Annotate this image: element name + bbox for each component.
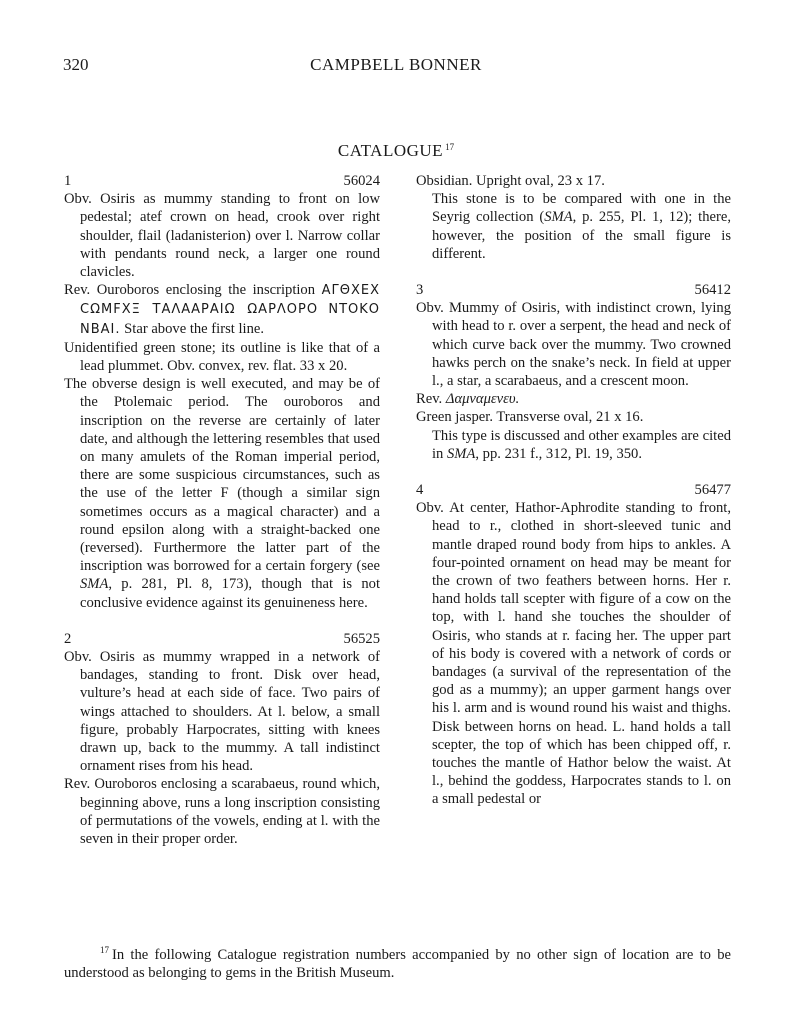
footnote-reference[interactable]: 17 <box>445 142 455 152</box>
entry-header <box>64 630 380 648</box>
entry-header <box>416 481 731 499</box>
entry-header <box>416 281 731 299</box>
greek-inscription: Δαμναμενευ. <box>445 391 520 408</box>
reverse-intro: Rev. <box>416 391 443 408</box>
obverse-description: Obv. At center, Hathor-Aphrodite standing to front, head to r., clothed in short-sleeved tunic and mantle draped round body from hips to ankles. A four-pointed ornament on head may be meant for the crown of two feathers between horns. Her r. hand holds tall scepter with figure of a cow on the top, with l. hand she touches the shoulder of Osiris, who stands at r. facing her. The upper part of his body is covered with a network of cords or bandages (a survival of the representation of the god as a mummy); an upper garment hangs over his l. arm and is wound round his waist and thighs. Disk between horns on head. L. hand holds a tall scepter, the top of which has been chipped off, r. touches the mantle of Hathor below the waist. At l., behind the goddess, Harpocrates stands to l. on a small pedestal or <box>416 500 731 808</box>
commentary-text-b: , pp. 231 f., 312, Pl. 19, 350. <box>475 445 642 462</box>
obverse-description: Obv. Osiris as mummy wrapped in a network of bandages, standing to front. Disk over head, vulture’s head at each side of face. Two pairs of wings attached to shoulders. At l. below, a small figure, probably Harpocrates, sitting with knees drawn up, back to the mummy. A tall indistinct ornament rises from his head. <box>64 649 380 775</box>
inscription-line-1: ΑΓΘΧΕΧ CΩΜFXΞ ΤΑΛΑΑΡΑΙΩ ΩΑΡΛΟΡΟ <box>80 283 380 318</box>
material-description: Unidentified green stone; its outline is like that of a lead plummet. Obv. convex, rev. flat. 33 x 20. <box>64 339 380 375</box>
footnote <box>64 941 731 982</box>
entry-number: 1 <box>64 173 72 189</box>
obverse-description: Obv. Mummy of Osiris, with indistinct crown, lying with head to r. over a serpent, the head and neck of which curve back over the mummy. Two crowned hawks perch on the snake’s neck. In field at upper l., a star, a scarabaeus, and a crescent moon. <box>416 300 731 390</box>
commentary-text-b: , p. 281, Pl. 8, 173), though that is not conclusive evidence against its genuineness here. <box>80 576 380 611</box>
registration-number: 56412 <box>694 282 731 299</box>
obverse-description: Obv. Osiris as mummy standing to front on low pedestal; atef crown on head, crook over right shoulder, flail (ladanisterion) over l. Narrow collar with pendants round neck, a larger one round clavicles. <box>64 191 380 280</box>
sma-citation: SMA <box>80 576 109 593</box>
right-column <box>416 172 731 827</box>
section-title-text: CATALOGUE <box>337 141 444 160</box>
sma-citation: SMA <box>544 209 573 226</box>
reverse-intro: Rev. Ouroboros enclosing the inscription <box>64 282 316 299</box>
commentary <box>64 375 380 612</box>
commentary-text-a: This stone is to be compared with one in the Seyrig collection ( <box>432 191 731 226</box>
catalogue-entry-1 <box>64 172 380 612</box>
footnote-text: In the following Catalogue registration numbers accompanied by no other sign of location are to be understood as belonging to gems in the British Museum. <box>64 947 731 982</box>
footnote-mark: 17 <box>100 945 109 955</box>
registration-number: 56477 <box>694 482 731 499</box>
inscription-line-2: ΝΤΟΚΟ ΝΒΑΙ. <box>80 302 381 337</box>
commentary-text-b: , p. 255, Pl. 1, 12); there, however, the position of the small figure is different. <box>432 209 731 262</box>
catalogue-entry-2-continued <box>416 172 731 263</box>
entry-number: 2 <box>64 630 72 647</box>
commentary <box>416 190 731 263</box>
reverse-description <box>64 281 380 339</box>
sma-citation: SMA <box>447 445 476 462</box>
catalogue-entry-4 <box>416 481 731 809</box>
commentary-text-a: This type is discussed and other examples are cited in <box>432 427 731 462</box>
catalogue-entry-2 <box>64 630 380 848</box>
material-description: Obsidian. Upright oval, 23 x 17. <box>416 173 605 189</box>
entry-number: 3 <box>416 282 424 299</box>
commentary <box>416 427 731 463</box>
material-description: Green jasper. Transverse oval, 21 x 16. <box>416 409 644 426</box>
reverse-description: Rev. Ouroboros enclosing a scarabaeus, round which, beginning above, runs a long inscription consisting of permutations of the vowels, ending at l. with the seven in their proper order. <box>64 776 380 848</box>
entry-header <box>64 172 380 190</box>
page-number: 320 <box>63 55 89 74</box>
section-title <box>0 141 792 161</box>
reverse-note: Star above the first line. <box>124 320 264 337</box>
commentary-text-a: The obverse design is well executed, and may be of the Ptolemaic period. The ouroboros and inscription on the reverse are certainly of later date, and although the lettering resembles that used on many amulets of the Roman imperial period, there are some suspicious circumstances, such as the use of the letter F (though a similar sign sometimes occurs as a magical character) and a round epsilon along with a straight-backed one (reversed). Furthermore the latter part of the inscription was borrowed for a certain forgery (see <box>64 376 380 575</box>
catalogue-entry-3 <box>416 281 731 463</box>
running-head: CAMPBELL BONNER <box>310 55 482 74</box>
registration-number: 56024 <box>343 173 380 189</box>
reverse-description <box>416 390 731 408</box>
left-column <box>64 172 380 866</box>
registration-number: 56525 <box>343 630 380 647</box>
entry-number: 4 <box>416 482 424 499</box>
